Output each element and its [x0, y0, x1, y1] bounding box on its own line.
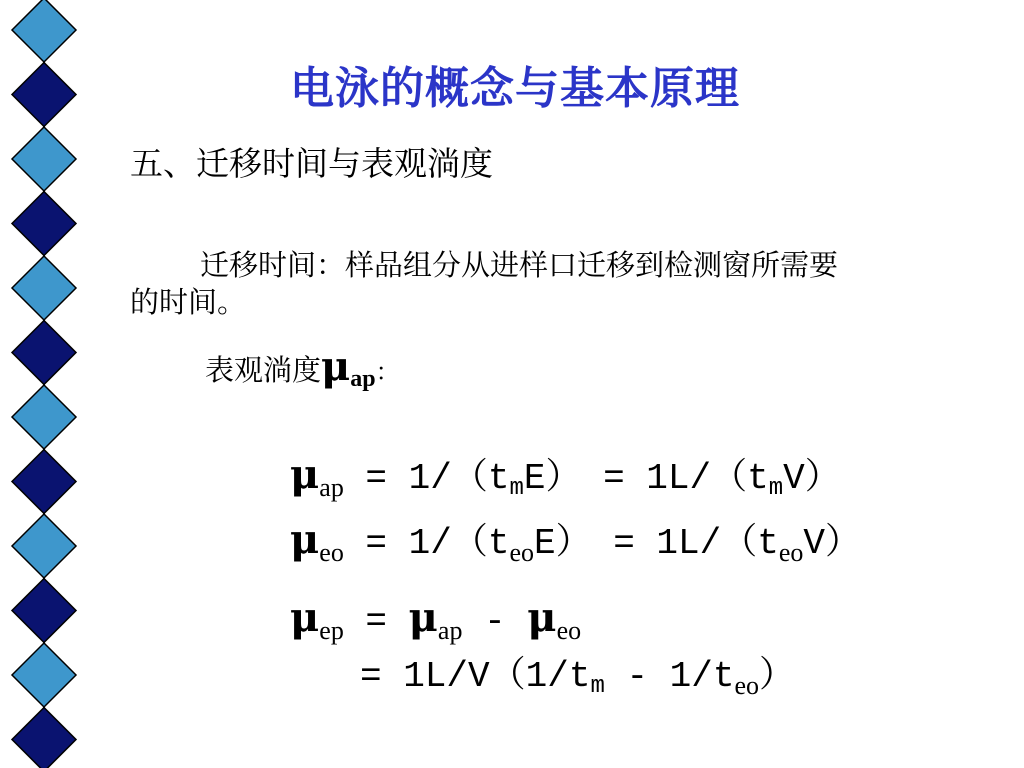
equation-text: = 1L/V（1/t: [360, 656, 591, 697]
equation-text: - 1/t: [604, 656, 735, 697]
equation-text: =: [343, 601, 409, 642]
colon: ：: [375, 358, 400, 386]
mu-symbol: μ: [527, 594, 557, 641]
subscript: eo: [734, 671, 760, 700]
apparent-mobility-label: 表观淌度: [205, 353, 322, 387]
subscript: eo: [556, 616, 582, 645]
subscript: m: [768, 475, 784, 502]
diamond-border-decoration: [0, 0, 96, 768]
mu-subscript: ap: [350, 366, 376, 392]
subscript: m: [590, 673, 605, 700]
diamond-ornament: [12, 256, 76, 320]
equation-text: -: [462, 601, 528, 642]
mu-symbol: μ: [290, 451, 320, 498]
subscript: eo: [778, 538, 804, 567]
equation-text: ）: [759, 656, 796, 697]
equation-text: V）: [803, 523, 861, 564]
equation-text: V）: [783, 458, 841, 499]
mu-symbol: μ: [408, 594, 438, 641]
diamond-ornament: [12, 708, 76, 768]
diamond-ornament: [12, 450, 76, 514]
mu-symbol: μ: [290, 516, 320, 563]
equation-text: E） = 1L/（t: [534, 523, 779, 564]
equation-mu-ep-expanded: [360, 655, 795, 701]
subscript: ap: [437, 616, 463, 645]
subscript: ap: [319, 473, 344, 502]
equation-mu-ap: [290, 451, 841, 503]
diamond-ornament: [12, 0, 76, 62]
mu-symbol: μ: [321, 343, 351, 390]
section-heading: 五、迁移时间与表观淌度: [130, 144, 493, 183]
equation-text: = 1/（t: [343, 523, 510, 564]
equation-text: E） = 1L/（t: [523, 458, 769, 499]
mu-symbol: μ: [290, 594, 320, 641]
equation-mu-eo: [290, 516, 861, 567]
equation-text: = 1/（t: [343, 458, 510, 499]
subscript: m: [509, 475, 524, 502]
subscript: ep: [319, 616, 344, 645]
diamond-ornament: [12, 385, 76, 449]
diamond-ornament: [12, 643, 76, 707]
diamond-ornament: [12, 127, 76, 191]
subscript: eo: [319, 538, 344, 567]
diamond-ornament: [12, 321, 76, 385]
subscript: eo: [509, 538, 534, 567]
diamond-ornament: [12, 192, 76, 256]
diamond-ornament: [12, 579, 76, 643]
diamond-ornament: [12, 63, 76, 127]
equation-mu-ep: [290, 594, 582, 645]
apparent-mobility-line: [205, 343, 400, 390]
diamond-ornament: [12, 514, 76, 578]
definition-line-1: 迁移时间：样品组分从进样口迁移到检测窗所需要: [200, 248, 839, 282]
slide-title: 电泳的概念与基本原理: [290, 63, 740, 114]
definition-line-2: 的时间。: [130, 285, 247, 319]
